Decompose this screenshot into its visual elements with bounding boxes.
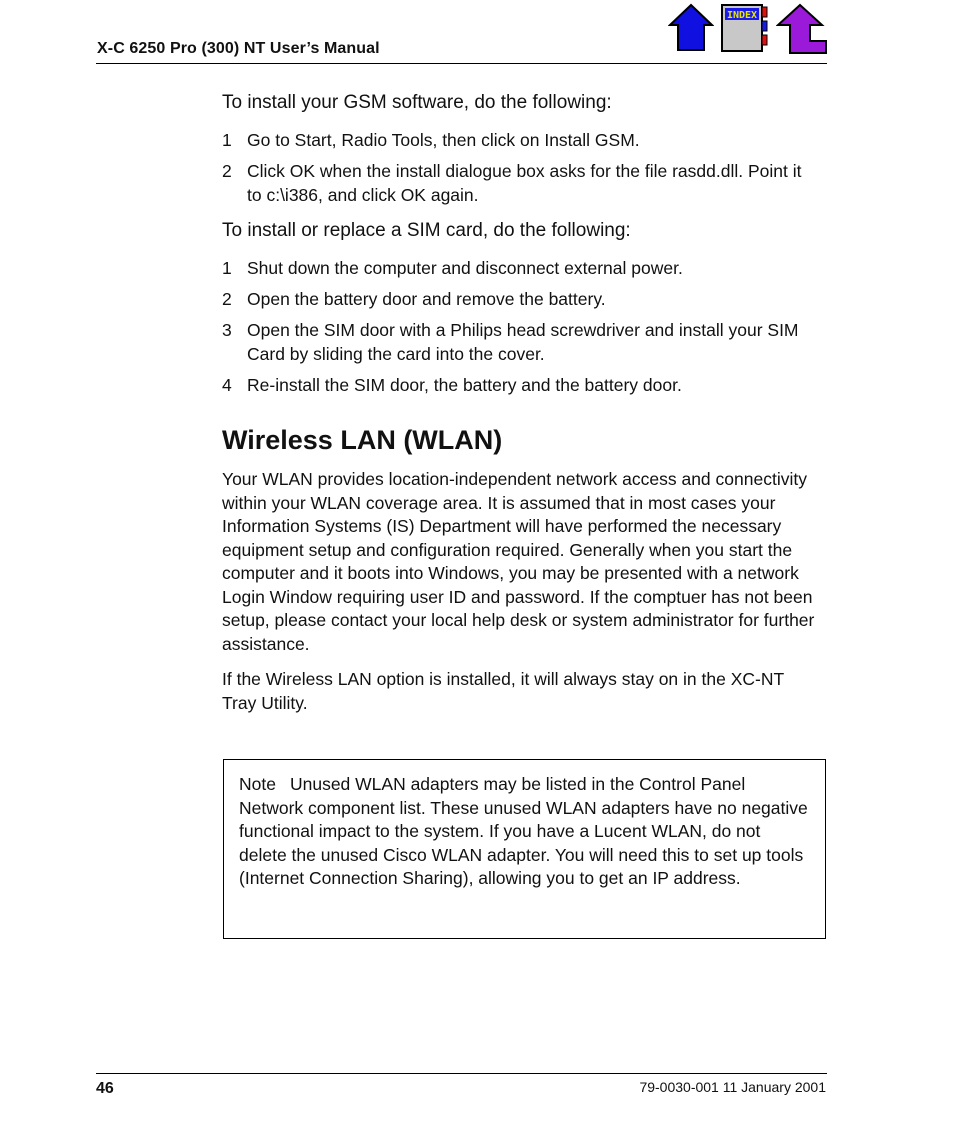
list-item: [222, 287, 818, 311]
index-nav-button[interactable]: [720, 3, 770, 55]
step-number: 2: [222, 161, 232, 181]
note-label: Note: [239, 774, 276, 794]
step-number: 2: [222, 289, 232, 309]
step-number: 1: [222, 130, 232, 150]
gsm-steps: [222, 128, 818, 207]
list-item: [222, 128, 818, 152]
manual-title: X-C 6250 Pro (300) NT User’s Manual: [97, 40, 380, 57]
step-text: Shut down the computer and disconnect external power.: [247, 258, 683, 278]
section-title: Wireless LAN (WLAN): [222, 425, 503, 455]
list-item: [222, 256, 818, 280]
note-text: Unused WLAN adapters may be listed in the Control Panel Network component list. These unused WLAN adapters have no negative functional impact to the system. If you have a Lucent WLAN, do not delete the unused Cisco WLAN adapter. You will need this to set up tools (Internet Connection Sharing), allowing you to get an IP address.: [239, 774, 808, 888]
list-item: [222, 318, 818, 366]
wlan-paragraph-1: Your WLAN provides location-independent network access and connectivity within your WLAN coverage area. It is assumed that in most cases your Information Systems (IS) Department will have performed the necessary equipment setup and configuration required. Generally when you start the computer and it boots into Windows, you may be presented with a network Login Window requiring user ID and password. If the comptuer has not been setup, please contact your local help desk or system administrator for further assistance.: [222, 469, 815, 654]
home-nav-button[interactable]: [668, 3, 714, 55]
step-text: Click OK when the install dialogue box asks for the file rasdd.dll. Point it to c:\i386, and click OK again.: [247, 161, 802, 205]
document-reference: 79-0030-001 11 January 2001: [639, 1079, 826, 1095]
sim-intro: To install or replace a SIM card, do the following:: [222, 220, 631, 241]
gsm-intro: To install your GSM software, do the following:: [222, 92, 612, 113]
home-icon: [668, 3, 714, 53]
page-content: [222, 92, 818, 727]
wlan-paragraph-2: If the Wireless LAN option is installed, it will always stay on in the XC-NT Tray Utility.: [222, 669, 784, 713]
list-item: [222, 373, 818, 397]
step-number: 3: [222, 320, 232, 340]
step-text: Re-install the SIM door, the battery and the battery door.: [247, 375, 682, 395]
note-box: [223, 759, 826, 939]
footer-divider: [96, 1073, 827, 1074]
index-icon: [720, 3, 770, 53]
index-icon-label: INDEX: [726, 10, 758, 21]
sim-steps: [222, 256, 818, 397]
page-number: 46: [96, 1080, 114, 1097]
up-arrow-icon: [776, 3, 828, 55]
step-number: 4: [222, 375, 232, 395]
header-divider: [96, 63, 827, 64]
step-text: Open the SIM door with a Philips head screwdriver and install your SIM Card by sliding the card into the cover.: [247, 320, 799, 364]
up-nav-button[interactable]: [776, 3, 828, 55]
step-text: Open the battery door and remove the battery.: [247, 289, 606, 309]
step-text: Go to Start, Radio Tools, then click on Install GSM.: [247, 130, 640, 150]
step-number: 1: [222, 258, 232, 278]
list-item: [222, 159, 818, 207]
